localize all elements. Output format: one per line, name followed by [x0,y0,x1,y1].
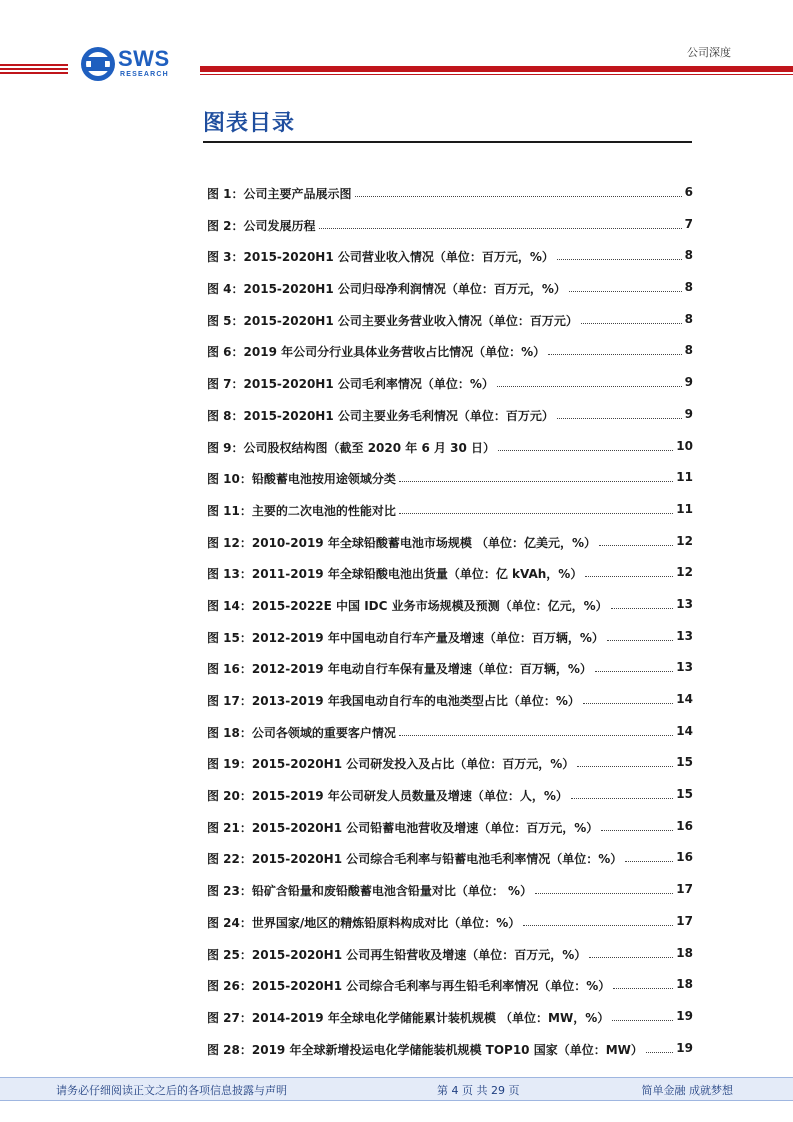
toc-entry-label[interactable]: 图 26：2015-2020H1 公司综合毛利率与再生铅毛利率情况（单位：%） [207,979,611,994]
toc-entry[interactable] [207,439,693,471]
toc-entry-page-number[interactable]: 18 [676,977,693,992]
toc-entry-page-number[interactable]: 16 [676,818,693,833]
toc-entry-label[interactable]: 图 28：2019 年全球新增投运电化学储能装机规模 TOP10 国家（单位：MW） [207,1042,643,1057]
toc-entry-page-number[interactable]: 17 [676,913,693,928]
toc-entry-page-number[interactable]: 16 [676,850,693,865]
toc-entry-label[interactable]: 图 11：主要的二次电池的性能对比 [207,503,396,518]
toc-entry-page-number[interactable]: 11 [676,470,693,485]
toc-entry[interactable] [207,312,693,344]
toc-entry-page-number[interactable]: 9 [684,375,693,390]
toc-entry-label[interactable]: 图 16：2012-2019 年电动自行车保有量及增速（单位：百万辆，%） [207,662,592,677]
toc-entry-label[interactable]: 图 17：2013-2019 年我国电动自行车的电池类型占比（单位：%） [207,694,580,708]
toc-entry-page-number[interactable]: 6 [684,185,693,199]
toc-entry-page-number[interactable]: 8 [684,311,693,326]
toc-entry[interactable] [207,946,693,978]
title-underline [203,141,692,143]
toc-entry-page-number[interactable]: 13 [676,596,693,611]
toc-entry[interactable] [207,470,693,502]
toc-entry-label[interactable]: 图 9：公司股权结构图（截至 2020 年 6 月 30 日） [207,440,496,455]
toc-entry[interactable] [207,565,693,597]
logo-subtext: RESEARCH [120,71,169,78]
page-title: 图表目录 [203,111,296,136]
toc-dot-leader [595,660,673,672]
toc-dot-leader [523,914,673,926]
toc-entry-label[interactable]: 图 4：2015-2020H1 公司归母净利润情况（单位：百万元，%） [207,282,566,297]
sws-logo-icon [80,46,116,82]
toc-entry[interactable] [207,882,693,914]
toc-dot-leader [607,629,673,641]
toc-entry-label[interactable]: 图 8：2015-2020H1 公司主要业务毛利情况（单位：百万元） [207,408,554,423]
toc-entry[interactable] [207,819,693,851]
toc-entry-page-number[interactable]: 15 [676,755,693,770]
toc-dot-leader [355,185,682,197]
toc-dot-leader [577,755,673,767]
toc-entry[interactable] [207,248,693,280]
toc-dot-leader [612,1009,673,1021]
toc-entry-label[interactable]: 图 23：铅矿含铅量和废铅酸蓄电池含铅量对比（单位： %） [207,884,533,899]
toc-entry[interactable] [207,217,693,249]
toc-entry[interactable] [207,787,693,819]
toc-dot-leader [571,787,673,799]
toc-entry[interactable] [207,343,693,375]
toc-entry[interactable] [207,977,693,1009]
toc-entry-label[interactable]: 图 3：2015-2020H1 公司营业收入情况（单位：百万元，%） [207,250,554,265]
toc-entry[interactable] [207,280,693,312]
toc-entry-page-number[interactable]: 15 [676,787,693,802]
toc-entry-label[interactable]: 图 15：2012-2019 年中国电动自行车产量及增速（单位：百万辆，%） [207,630,604,645]
toc-entry-label[interactable]: 图 20：2015-2019 年公司研发人员数量及增速（单位：人，%） [207,789,568,804]
toc-dot-leader [399,502,673,514]
toc-entry-label[interactable]: 图 2：公司发展历程 [207,218,316,233]
toc-entry-label[interactable]: 图 13：2011-2019 年全球铅酸电池出货量（单位：亿 kVAh，%） [207,567,583,582]
toc-dot-leader [613,977,673,989]
toc-entry-page-number[interactable]: 8 [684,280,693,295]
toc-dot-leader [599,534,673,546]
figure-table-of-contents [207,185,693,1072]
toc-dot-leader [583,692,673,704]
toc-dot-leader [399,724,673,736]
toc-dot-leader [581,312,682,324]
toc-dot-leader [589,946,673,958]
toc-entry[interactable] [207,597,693,629]
toc-entry-page-number[interactable]: 14 [676,723,693,738]
toc-dot-leader [535,882,673,894]
toc-entry-page-number[interactable]: 11 [676,501,693,516]
toc-entry-page-number[interactable]: 10 [676,438,693,453]
toc-entry[interactable] [207,1041,693,1073]
toc-entry-label[interactable]: 图 12：2010-2019 年全球铅酸蓄电池市场规模 （单位：亿美元，%） [207,535,597,550]
toc-entry-label[interactable]: 图 7：2015-2020H1 公司毛利率情况（单位：%） [207,377,494,392]
toc-entry-label[interactable]: 图 24：世界国家/地区的精炼铅原料构成对比（单位：%） [207,915,521,930]
toc-dot-leader [585,565,673,577]
toc-entry-label[interactable]: 图 1：公司主要产品展示图 [207,187,352,201]
toc-entry[interactable] [207,724,693,756]
toc-dot-leader [646,1041,673,1053]
toc-entry-page-number[interactable]: 12 [676,533,693,548]
toc-entry[interactable] [207,850,693,882]
toc-entry-page-number[interactable]: 17 [676,882,693,897]
toc-entry-page-number[interactable]: 14 [676,692,693,706]
page-footer [0,1077,793,1101]
toc-entry-page-number[interactable]: 19 [676,1040,693,1055]
toc-entry-page-number[interactable]: 9 [684,406,693,421]
toc-entry-label[interactable]: 图 25：2015-2020H1 公司再生铅营收及增速（单位：百万元，%） [207,947,587,962]
toc-dot-leader [319,217,682,229]
toc-entry-page-number[interactable]: 13 [676,660,693,675]
toc-dot-leader [625,850,673,862]
company-logo [80,46,184,82]
toc-entry-label[interactable]: 图 22：2015-2020H1 公司综合毛利率与铅蓄电池毛利率情况（单位：%） [207,852,623,867]
toc-entry[interactable] [207,755,693,787]
toc-dot-leader [498,439,673,451]
toc-entry[interactable] [207,629,693,661]
toc-dot-leader [569,280,682,292]
footer-disclaimer: 请务必仔细阅读正文之后的各项信息披露与声明 [56,1084,287,1097]
toc-entry[interactable] [207,502,693,534]
toc-entry-label[interactable]: 图 5：2015-2020H1 公司主要业务营业收入情况（单位：百万元） [207,313,578,328]
header-rule-right [200,66,793,76]
toc-entry-label[interactable]: 图 10：铅酸蓄电池按用途领域分类 [207,472,396,487]
toc-entry[interactable] [207,692,693,724]
toc-entry[interactable] [207,914,693,946]
toc-dot-leader [548,343,682,355]
toc-dot-leader [601,819,673,831]
footer-page-number: 第 4 页 共 29 页 [437,1084,520,1097]
toc-entry[interactable] [207,660,693,692]
toc-dot-leader [399,470,673,482]
toc-dot-leader [557,407,682,419]
toc-entry[interactable] [207,1009,693,1041]
toc-entry[interactable] [207,534,693,566]
toc-entry-page-number[interactable]: 8 [684,248,693,263]
toc-entry-page-number[interactable]: 12 [676,565,693,580]
footer-slogan: 简单金融 成就梦想 [641,1084,733,1097]
toc-entry-page-number[interactable]: 19 [676,1008,693,1023]
header-rule-left [0,64,68,74]
toc-entry-page-number[interactable]: 13 [676,628,693,643]
toc-entry[interactable] [207,375,693,407]
toc-entry-page-number[interactable]: 8 [684,343,693,358]
toc-entry-label[interactable]: 图 21：2015-2020H1 公司铅蓄电池营收及增速（单位：百万元，%） [207,820,599,835]
toc-entry-label[interactable]: 图 19：2015-2020H1 公司研发投入及占比（单位：百万元，%） [207,757,575,772]
logo-text: SWS [118,46,170,71]
toc-entry[interactable] [207,185,693,217]
toc-entry-page-number[interactable]: 18 [676,945,693,960]
toc-entry-label[interactable]: 图 6：2019 年公司分行业具体业务营收占比情况（单位：%） [207,345,546,360]
toc-dot-leader [557,248,682,260]
toc-dot-leader [611,597,674,609]
toc-entry-page-number[interactable]: 7 [684,216,693,231]
toc-dot-leader [497,375,682,387]
toc-entry-label[interactable]: 图 14：2015-2022E 中国 IDC 业务市场规模及预测（单位：亿元，%） [207,598,608,613]
toc-entry-label[interactable]: 图 18：公司各领域的重要客户情况 [207,725,396,740]
toc-entry-label[interactable]: 图 27：2014-2019 年全球电化学储能累计装机规模 （单位：MW，%） [207,1010,610,1025]
toc-entry[interactable] [207,407,693,439]
document-type-label: 公司深度 [687,46,731,59]
